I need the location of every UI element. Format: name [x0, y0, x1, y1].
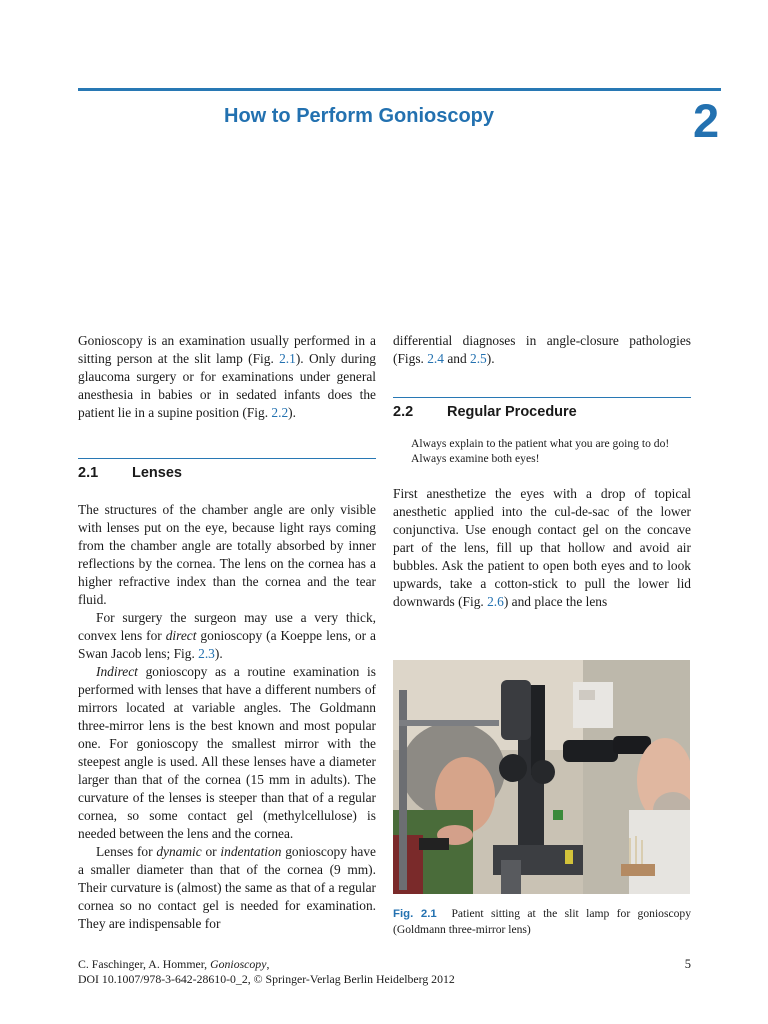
intro-paragraph	[78, 332, 376, 422]
procedure-text-1: First anesthetize the eyes with a drop of topical anesthetic applied into the cul-de-sac of the lower conjunctiva. Use enough contact gel on the concave part of the lens, fill up that hollow and avoid air bubbles. Ask the patient to open both eyes and to look upwards, take a cotton-stick to pull the lower lid downwards (Fig.	[393, 486, 691, 609]
lenses-p2-emphasis: direct	[165, 628, 197, 643]
lenses-p4-text-2: or	[201, 844, 221, 859]
lenses-p4-text-3: gonioscopy have a smaller diameter than that of the cornea (9 mm). Their curvature is (almost) the same as that of a regular cornea so no contact gel is needed for examination. They are indispensable for	[78, 844, 376, 931]
continued-text-1: differential diagnoses in angle-closure pathologies (Figs.	[393, 333, 691, 366]
footer-comma: ,	[266, 957, 270, 971]
continued-text-2: and	[443, 351, 471, 366]
section-2-1-number: 2.1	[78, 465, 99, 481]
slit-lamp-photo-illustration	[393, 660, 690, 894]
xref-fig-2-1[interactable]: 2.1	[279, 351, 296, 366]
lenses-paragraph-3	[78, 663, 376, 843]
continued-paragraph	[393, 332, 691, 368]
lenses-p3-emphasis: Indirect	[96, 664, 138, 679]
xref-fig-2-5[interactable]: 2.5	[470, 351, 487, 366]
continued-text-3: ).	[486, 351, 495, 366]
callout-line-1: Always explain to the patient what you are going to do!	[411, 437, 670, 450]
lenses-p2-text-2: gonioscopy (a Koeppe lens, or a Swan Jacob lens; Fig.	[78, 628, 376, 661]
lenses-paragraph-1: The structures of the chamber angle are only visible with lenses put on the eye, because light rays coming from the chamber angle are totally absorbed by inner reflections by the cornea. The lens on the cornea has a higher refractive index than the cornea and the tear fluid.	[78, 502, 376, 607]
right-column	[393, 332, 691, 611]
page-footer	[78, 957, 691, 987]
lenses-p4-emphasis-1: dynamic	[156, 844, 202, 859]
lenses-paragraph-2	[78, 609, 376, 663]
lenses-p3-text: gonioscopy as a routine examination is performed with lenses that have a different numbers of mirrors located at variable angles. The Goldmann three-mirror lens is the best known and most popular one. For gonioscopy the smallest mirror with the steepest angle is used. All these lenses have a diameter larger than that of the cornea (15 mm in adults). The curvature of the lenses is steeper than that of a regular cornea, so some contact gel (methylcellulose) is needed between the lens and the cornea.	[78, 664, 376, 841]
xref-fig-2-2[interactable]: 2.2	[271, 405, 289, 420]
chapter-title: How to Perform Gonioscopy	[224, 105, 495, 127]
left-column	[78, 332, 376, 933]
procedure-text-2: ) and place the lens	[503, 594, 608, 609]
footer-authors: C. Faschinger, A. Hommer,	[78, 957, 211, 971]
xref-fig-2-4[interactable]: 2.4	[427, 351, 444, 366]
lenses-p2-text-1: For surgery the surgeon may use a very thick, convex lens for	[78, 610, 376, 643]
chapter-top-rule	[78, 88, 721, 91]
section-2-2-rule	[393, 397, 691, 398]
lenses-p4-text-1: Lenses for	[96, 844, 157, 859]
figure-label: Fig. 2.1	[393, 908, 437, 920]
section-2-1-title: Lenses	[132, 465, 182, 481]
intro-text-2: ). Only during glaucoma surgery or for examinations under general anesthesia in babies or in sedated infants does the patient lie in a supine position (Fig.	[78, 351, 376, 420]
intro-text-1: Gonioscopy is an examination usually performed in a sitting person at the slit lamp (Fig.	[78, 333, 376, 366]
section-2-1-heading	[78, 465, 376, 481]
chapter-number: 2	[693, 94, 720, 147]
xref-fig-2-6[interactable]: 2.6	[487, 594, 504, 609]
lenses-p4-emphasis-2: indentation	[220, 844, 282, 859]
lenses-paragraph-4	[78, 843, 376, 933]
figure-caption	[393, 906, 691, 937]
footer-citation-line-1	[78, 957, 691, 972]
footer-book-title: Gonioscopy	[210, 957, 267, 971]
xref-fig-2-3[interactable]: 2.3	[198, 646, 215, 661]
section-2-2-title: Regular Procedure	[447, 404, 577, 420]
intro-text-3: ).	[288, 405, 296, 420]
lenses-p2-text-3: ).	[214, 646, 223, 661]
footer-doi-line: DOI 10.1007/978-3-642-28610-0_2, © Springer-Verlag Berlin Heidelberg 2012	[78, 972, 455, 986]
procedure-paragraph-1	[393, 485, 691, 611]
section-2-2-number: 2.2	[393, 404, 414, 420]
figure-caption-text: Patient sitting at the slit lamp for gonioscopy (Goldmann three-mirror lens)	[393, 907, 692, 936]
section-2-1-rule	[78, 458, 376, 459]
callout-line-2: Always examine both eyes!	[411, 451, 540, 465]
figure-photo-slit-lamp	[393, 660, 690, 894]
section-2-2-heading	[393, 404, 691, 420]
page-number: 5	[684, 957, 691, 971]
